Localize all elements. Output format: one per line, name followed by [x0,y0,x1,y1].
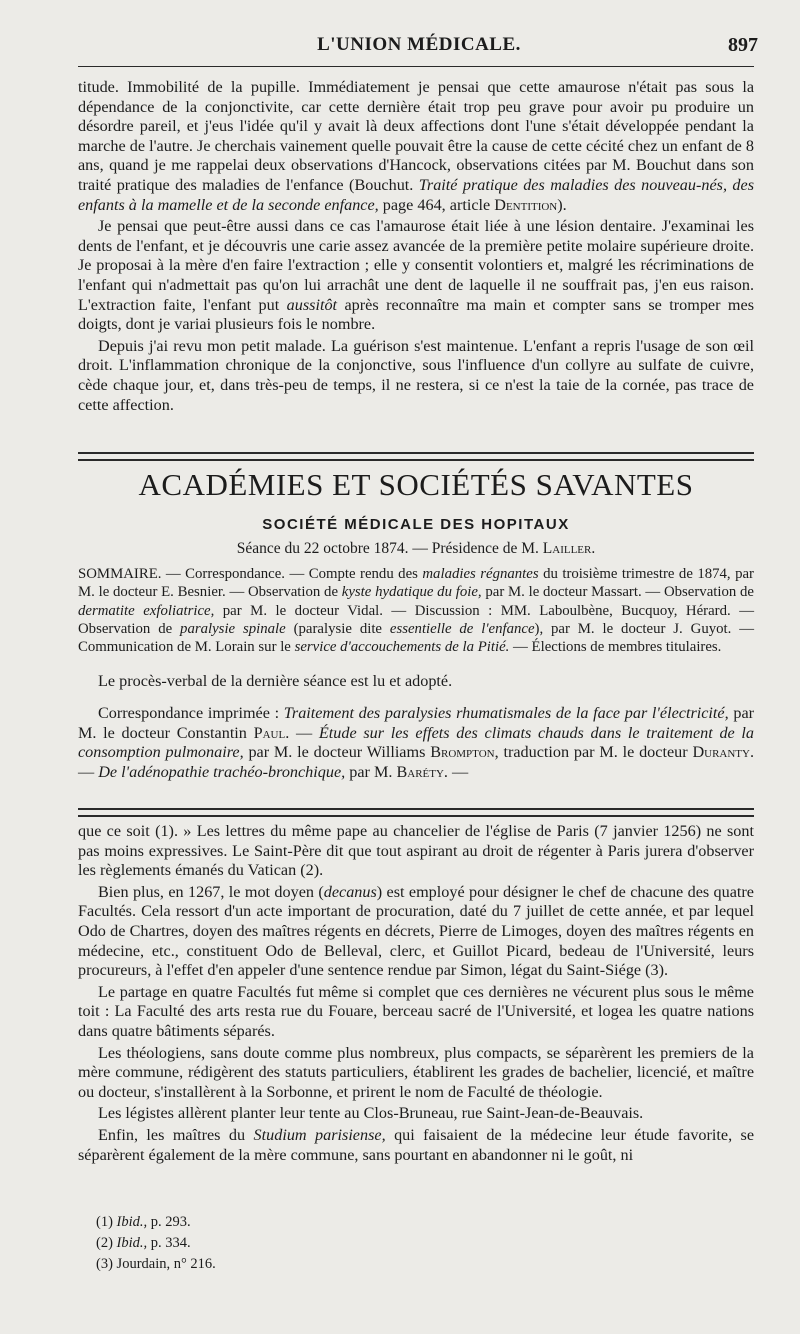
paragraph: Depuis j'ai revu mon petit malade. La guérison s'est maintenue. L'enfant a repris l'usage de son œil droit. L'inflammation chronique de la conjonctive, sous l'influence d'un collyre au sulfate de cuivre, cède chaque jour, et, dans très-peu de temps, il ne restera, si ce n'est la taie de la cornée, pas trace de cette affection. [78,336,754,414]
paragraph: Les légistes allèrent planter leur tente au Clos-Bruneau, rue Saint-Jean-de-Beauvais. [98,1104,644,1123]
header-rule [78,66,754,67]
paragraph: Enfin, les maîtres du Studium parisiense, qui faisaient de la médecine leur étude favorite, se séparèrent également de la mère commune, sans pourtant en abandonner ni le goût, ni [78,1125,755,1164]
article-top [78,78,754,415]
page-number: 897 [728,34,758,56]
paragraph: Les théologiens, sans doute comme plus nombreux, plus compacts, se séparèrent les premiers de la mère commune, rédigèrent des statuts particuliers, établirent les grades de bachelier, licencié, et maître ou docteur, s'installèrent à la Sorbonne, et prirent le nom de Faculté de théologie. [78,1043,754,1101]
article-bottom [78,822,754,1165]
paragraph: titude. Immobilité de la pupille. Immédiatement je pensai que cette amaurose n'était pas sous la dépendance de la conjonctivite, car cette dernière était trop peu grave pour avoir pu produire un désordre pareil, et j'eus l'idée qu'il y avait là deux affections dont l'une s'était développée pendant la marche de l'autre. Je cherchais vainement quelle pouvait être la cause de cette cécité chez un enfant de 8 ans, quand je me rappelai deux observations d'Hancock, observations citées par M. Bouchut dans son traité pratique des maladies de l'enfance (Bouchut. Traité pratique des maladies des nouveau-nés, des enfants à la mamelle et de la seconde enfance, page 464, article Dentition). [78,78,755,214]
section-title: ACADÉMIES ET SOCIÉTÉS SAVANTES [138,467,694,502]
footnote: (1) Ibid., p. 293. [96,1214,191,1230]
sommaire-text: SOMMAIRE. — Correspondance. — Compte rendu des maladies régnantes du troisième trimestre de 1874, par M. le docteur E. Besnier. — Observation de kyste hydatique du foie, par M. le docteur Massart. — Observation de dermatite exfoliatrice, par M. le docteur Vidal. — Discussion : MM. Laboulbène, Bucquoy, Hérard. — Observation de paralysie spinale (paralysie dite essentielle de l'enfance), par M. le docteur J. Guyot. — Communication de M. Lorain sur le service d'accouchements de la Pitié. — Élections de membres titulaires. [78,566,754,656]
running-title: L'UNION MÉDICALE. [317,34,521,55]
paragraph: Bien plus, en 1267, le mot doyen (decanus) est employé pour désigner le chef de chacune des quatre Facultés. Cela ressort d'un acte important de procuration, daté du 7 juillet de cette année, et par lequel Odo de Chartres, doyen des maîtres régents en décrets, Pierre de Limoges, doyen des maîtres régents en médecine, etc., constituent Odo de Belleval, clerc, et Guillot Picard, bedeau de l'Université, leurs procureurs, à l'effet d'en appeler d'une sentence rendue par Simon, légat du Saint-Siége (3). [78,882,754,980]
footnote: (3) Jourdain, n° 216. [96,1256,216,1272]
proces-verbal: Le procès-verbal de la dernière séance est lu et adopté. [98,672,453,691]
footnote: (2) Ibid., p. 334. [96,1235,191,1251]
correspondance: Correspondance imprimée : Traitement des paralysies rhumatismales de la face par l'électricité, par M. le docteur Constantin Paul. — Étude sur les effets des climats chauds dans le traitement de la consomption pulmonaire, par M. le docteur Williams Brompton, traduction par M. le docteur Duranty. — De l'adénopathie trachéo-bronchique, par M. Baréty. — [78,704,755,781]
society-title: SOCIÉTÉ MÉDICALE DES HOPITAUX [262,516,570,533]
sommaire [78,565,754,656]
academies-section [78,468,754,782]
footnotes [96,1212,496,1275]
feuilleton-divider [78,808,754,817]
section-divider [78,452,754,461]
paragraph: Le partage en quatre Facultés fut même si complet que ces dernières ne vécurent plus sous le même toit : La Faculté des arts resta rue du Fouare, berceau sacré de l'Université, et logea les quatre nations dans quatre bâtiments séparés. [78,982,754,1040]
paragraph: que ce soit (1). » Les lettres du même pape au chancelier de l'église de Paris (7 janvier 1256) ne sont pas moins expressives. Le Saint-Père dit que tout aspirant au droit de régenter à Paris jurera d'observer les règlements émanés du Vatican (2). [78,822,754,880]
paragraph: Je pensai que peut-être aussi dans ce cas l'amaurose était liée à une lésion dentaire. J'examinai les dents de l'enfant, et je découvris une carie assez avancée de la première petite molaire supérieure droite. Je proposai à la mère d'en faire l'extraction ; elle y consentit volontiers et, malgré les récriminations de l'enfant qui n'admettait pas qu'on lui arrachât une dent de laquelle il ne souffrait pas, j'en eus raison. L'extraction faite, l'enfant put aussitôt après reconnaître ma main et compter sans se tromper mes doigts, dont je variai plusieurs fois le nombre. [78,217,755,334]
seance-line: Séance du 22 octobre 1874. — Présidence de M. Lailler. [236,540,596,557]
page-header [80,34,758,64]
